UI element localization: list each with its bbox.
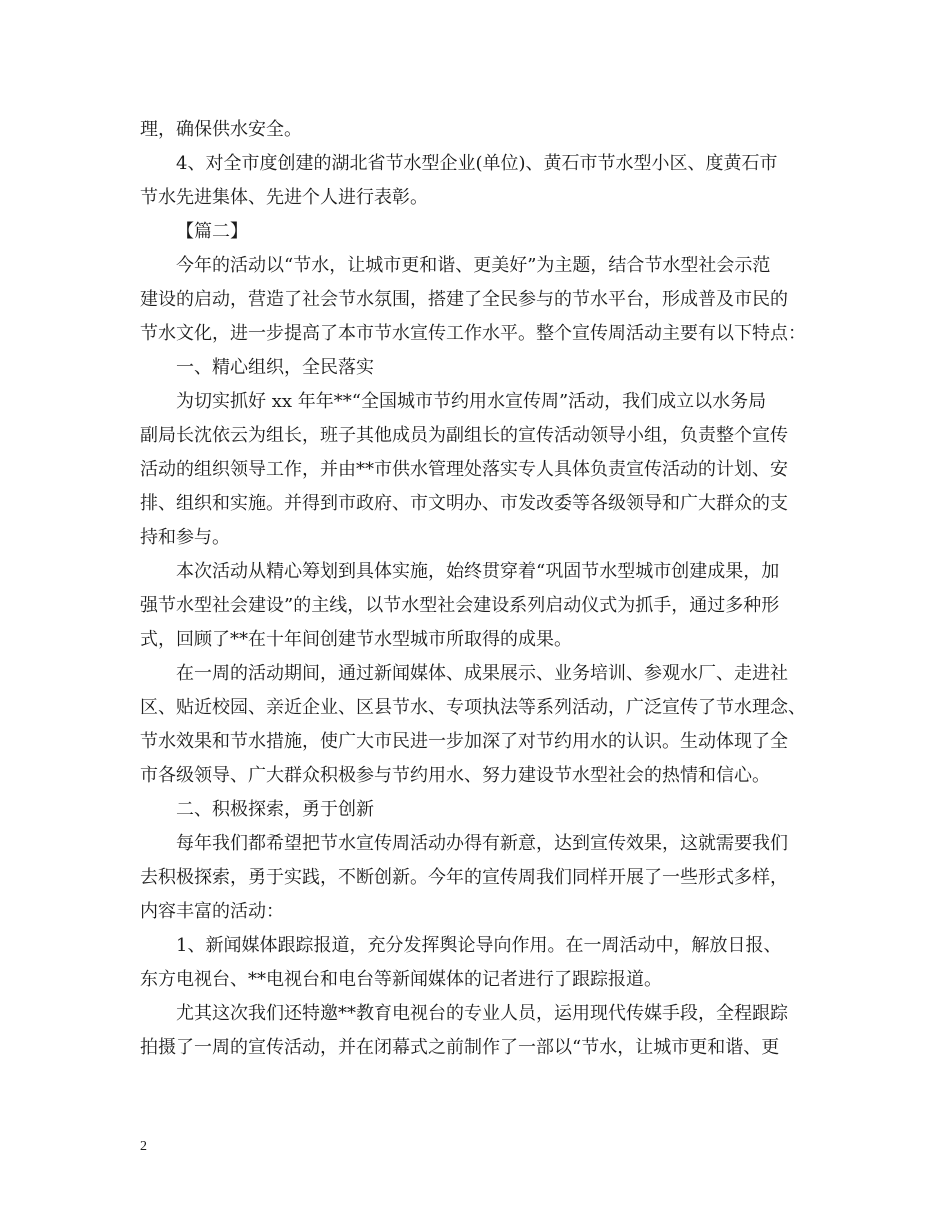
text-line: 每年我们都希望把节水宣传周活动办得有新意，达到宣传效果，这就需要我们 — [176, 833, 788, 854]
text-line: 内容丰富的活动： — [140, 901, 284, 922]
text-line: 本次活动从精心筹划到具体实施，始终贯穿着“巩固节水型城市创建成果，加 — [176, 561, 780, 582]
text-line: 二、积极探索，勇于创新 — [176, 799, 374, 820]
text-line: 节水效果和节水措施，使广大市民进一步加深了对节约用水的认识。生动体现了全 — [140, 731, 788, 752]
text-line: 尤其这次我们还特邀**教育电视台的专业人员，运用现代传媒手段，全程跟踪 — [176, 1003, 788, 1024]
text-line: 拍摄了一周的宣传活动，并在闭幕式之前制作了一部以“节水，让城市更和谐、更 — [140, 1037, 780, 1058]
text-line: 节水先进集体、先进个人进行表彰。 — [140, 187, 428, 208]
text-line: 节水文化，进一步提高了本市节水宣传工作水平。整个宣传周活动主要有以下特点： — [140, 323, 806, 344]
text-line: 在一周的活动期间，通过新闻媒体、成果展示、业务培训、参观水厂、走进社 — [176, 663, 788, 684]
text-line: 建设的启动，营造了社会节水氛围，搭建了全民参与的节水平台，形成普及市民的 — [140, 289, 788, 310]
text-line: 一、精心组织，全民落实 — [176, 357, 374, 378]
text-line: 去积极探索，勇于实践，不断创新。今年的宣传周我们同样开展了一些形式多样， — [140, 867, 788, 888]
text-line: 强节水型社会建设”的主线，以节水型社会建设系列启动仪式为抓手，通过多种形 — [140, 595, 780, 616]
text-line: 今年的活动以“节水，让城市更和谐、更美好”为主题，结合节水型社会示范 — [176, 255, 771, 276]
document-body — [140, 113, 825, 1065]
page-number: 2 — [140, 1139, 147, 1154]
text-line: 区、贴近校园、亲近企业、区县节水、专项执法等系列活动，广泛宣传了节水理念、 — [140, 697, 806, 718]
text-line: 4、对全市度创建的湖北省节水型企业(单位)、黄石市节水型小区、度黄石市 — [176, 153, 778, 174]
text-line: 持和参与。 — [140, 527, 230, 548]
text-line: 东方电视台、**电视台和电台等新闻媒体的记者进行了跟踪报道。 — [140, 969, 662, 990]
text-line: 1、新闻媒体跟踪报道，充分发挥舆论导向作用。在一周活动中，解放日报、 — [176, 935, 782, 956]
text-line: 副局长沈依云为组长，班子其他成员为副组长的宣传活动领导小组，负责整个宣传 — [140, 425, 788, 446]
text-line: 活动的组织领导工作，并由**市供水管理处落实专人具体负责宣传活动的计划、安 — [140, 459, 788, 480]
text-line: 市各级领导、广大群众积极参与节约用水、努力建设节水型社会的热情和信心。 — [140, 765, 770, 786]
text-line: 式，回顾了**在十年间创建节水型城市所取得的成果。 — [140, 629, 572, 650]
text-line: 为切实抓好 xx 年年**“全国城市节约用水宣传周”活动，我们成立以水务局 — [176, 391, 767, 412]
text-line: 理，确保供水安全。 — [140, 119, 302, 140]
text-line: 【篇二】 — [176, 221, 248, 242]
text-line: 排、组织和实施。并得到市政府、市文明办、市发改委等各级领导和广大群众的支 — [140, 493, 788, 514]
